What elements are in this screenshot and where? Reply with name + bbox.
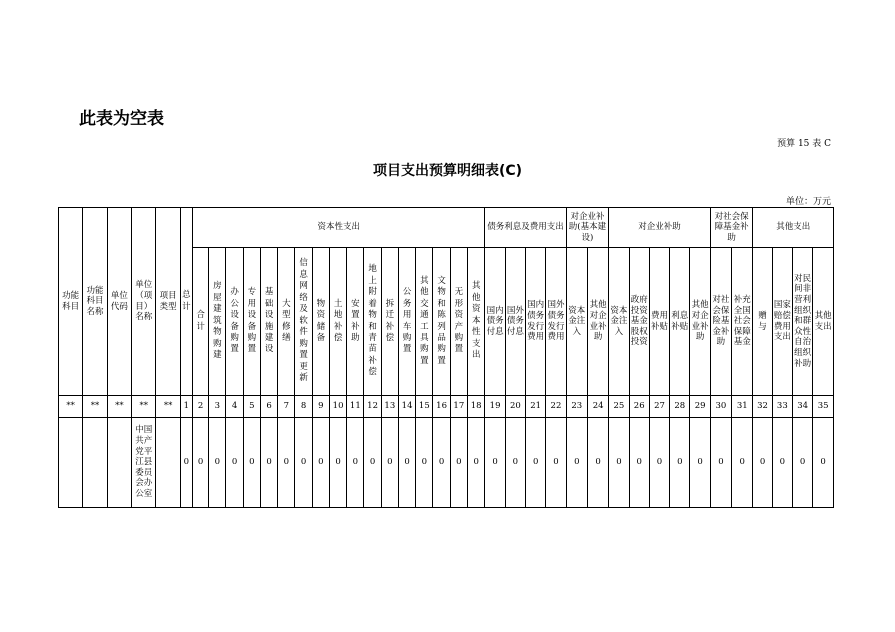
index-cell: 5 xyxy=(243,396,260,418)
cell-value: 0 xyxy=(546,418,566,508)
table-row xyxy=(59,418,834,508)
sub-header: 信息网络及软件购置更新 xyxy=(295,248,312,396)
index-cell: 8 xyxy=(295,396,312,418)
header-total: 总计 xyxy=(180,208,192,396)
cell-value: 0 xyxy=(792,418,812,508)
sub-header: 国外债务付息 xyxy=(505,248,525,396)
cell-value: 0 xyxy=(753,418,772,508)
empty-table-note: 此表为空表 xyxy=(79,109,164,129)
index-cell: ** xyxy=(59,396,83,418)
cell-value: 0 xyxy=(180,418,192,508)
index-cell: 33 xyxy=(772,396,792,418)
group-capital: 资本性支出 xyxy=(192,208,484,248)
cell-value: 0 xyxy=(347,418,364,508)
cell-unit-code xyxy=(107,418,131,508)
cell-project-type xyxy=(156,418,180,508)
index-cell: 11 xyxy=(347,396,364,418)
unit-label: 单位：万元 xyxy=(785,197,831,207)
group-enterprise-infra: 对企业补助(基本建设) xyxy=(566,208,609,248)
index-cell: 16 xyxy=(433,396,450,418)
index-cell: 35 xyxy=(813,396,834,418)
index-cell: 3 xyxy=(209,396,226,418)
sub-header: 房屋建筑物购建 xyxy=(209,248,226,396)
header-project-type: 项目类型 xyxy=(156,208,180,396)
cell-value: 0 xyxy=(566,418,587,508)
header-func-code: 功能科目 xyxy=(59,208,83,396)
cell-value: 0 xyxy=(467,418,484,508)
cell-value: 0 xyxy=(260,418,277,508)
index-cell: 2 xyxy=(192,396,208,418)
index-cell: 20 xyxy=(505,396,525,418)
cell-func-name xyxy=(83,418,107,508)
group-other: 其他支出 xyxy=(753,208,834,248)
sub-header: 其他支出 xyxy=(813,248,834,396)
index-cell: 30 xyxy=(710,396,731,418)
sub-header: 安置补助 xyxy=(347,248,364,396)
group-debt: 债务利息及费用支出 xyxy=(485,208,566,248)
sub-header: 大型修缮 xyxy=(278,248,295,396)
sub-header: 专用设备购置 xyxy=(243,248,260,396)
page-title: 项目支出预算明细表(C) xyxy=(372,163,523,179)
group-enterprise: 对企业补助 xyxy=(609,208,710,248)
index-cell: 7 xyxy=(278,396,295,418)
cell-value: 0 xyxy=(192,418,208,508)
sub-header: 国内债务发行费用 xyxy=(526,248,546,396)
sub-header: 基础设施建设 xyxy=(260,248,277,396)
cell-value: 0 xyxy=(670,418,690,508)
index-cell: 23 xyxy=(566,396,587,418)
sub-header: 补充全国社会保障基金 xyxy=(732,248,753,396)
sub-header: 其他对企业补助 xyxy=(587,248,608,396)
cell-value: 0 xyxy=(450,418,467,508)
sub-header: 对社会保险基金补助 xyxy=(710,248,731,396)
index-cell: ** xyxy=(107,396,131,418)
sub-header: 利息补贴 xyxy=(670,248,690,396)
cell-value: 0 xyxy=(295,418,312,508)
cell-value: 0 xyxy=(649,418,669,508)
cell-value: 0 xyxy=(278,418,295,508)
sub-header: 国内债务付息 xyxy=(485,248,505,396)
index-cell: 34 xyxy=(792,396,812,418)
header-unit-code: 单位代码 xyxy=(107,208,131,396)
index-cell: 28 xyxy=(670,396,690,418)
index-cell: 13 xyxy=(381,396,398,418)
cell-value: 0 xyxy=(312,418,329,508)
sub-header: 资本金注入 xyxy=(566,248,587,396)
sub-header: 国家赔偿费用支出 xyxy=(772,248,792,396)
cell-value: 0 xyxy=(364,418,381,508)
index-cell: 29 xyxy=(690,396,710,418)
index-cell: 14 xyxy=(398,396,415,418)
index-cell: 17 xyxy=(450,396,467,418)
index-cell: 4 xyxy=(226,396,243,418)
header-func-name: 功能科目名称 xyxy=(83,208,107,396)
sub-header: 土地补偿 xyxy=(329,248,346,396)
sub-header: 地上附着物和青苗补偿 xyxy=(364,248,381,396)
sub-header: 对民间非营利组织和群众性自治组织补助 xyxy=(792,248,812,396)
cell-value: 0 xyxy=(505,418,525,508)
index-cell: 15 xyxy=(416,396,433,418)
sub-header: 其他交通工具购置 xyxy=(416,248,433,396)
index-cell: 10 xyxy=(329,396,346,418)
sub-header: 其他对企业补助 xyxy=(690,248,710,396)
sub-header: 物资储备 xyxy=(312,248,329,396)
index-cell: ** xyxy=(156,396,180,418)
sub-header: 合计 xyxy=(192,248,208,396)
index-cell: 9 xyxy=(312,396,329,418)
index-cell: 27 xyxy=(649,396,669,418)
index-cell: 18 xyxy=(467,396,484,418)
header-unit-name: 单位（项目）名称 xyxy=(132,208,156,396)
form-number: 预算 15 表 C xyxy=(777,139,831,149)
sub-header: 办公设备购置 xyxy=(226,248,243,396)
cell-value: 0 xyxy=(772,418,792,508)
index-cell: 25 xyxy=(609,396,629,418)
sub-header: 赠与 xyxy=(753,248,772,396)
cell-value: 0 xyxy=(732,418,753,508)
index-cell: 19 xyxy=(485,396,505,418)
cell-value: 0 xyxy=(381,418,398,508)
index-cell: 22 xyxy=(546,396,566,418)
sub-header: 无形资产购置 xyxy=(450,248,467,396)
cell-value: 0 xyxy=(398,418,415,508)
sub-header: 其他资本性支出 xyxy=(467,248,484,396)
cell-value: 0 xyxy=(710,418,731,508)
sub-header: 公务用车购置 xyxy=(398,248,415,396)
sub-header: 文物和陈列品购置 xyxy=(433,248,450,396)
cell-value: 0 xyxy=(690,418,710,508)
cell-value: 0 xyxy=(329,418,346,508)
cell-value: 0 xyxy=(226,418,243,508)
sub-header: 政府投资基金股权投资 xyxy=(629,248,649,396)
sub-header: 国外债务发行费用 xyxy=(546,248,566,396)
index-cell: 32 xyxy=(753,396,772,418)
cell-value: 0 xyxy=(629,418,649,508)
index-cell: 12 xyxy=(364,396,381,418)
sub-header: 资本金注入 xyxy=(609,248,629,396)
cell-value: 0 xyxy=(813,418,834,508)
index-cell: 31 xyxy=(732,396,753,418)
index-cell: 6 xyxy=(260,396,277,418)
cell-value: 0 xyxy=(526,418,546,508)
sub-header: 拆迁补偿 xyxy=(381,248,398,396)
index-cell: ** xyxy=(83,396,107,418)
cell-value: 0 xyxy=(243,418,260,508)
sub-header: 费用补贴 xyxy=(649,248,669,396)
cell-value: 0 xyxy=(587,418,608,508)
cell-unit-name: 中国共产党平江县委员会办公室 xyxy=(132,418,156,508)
index-cell: 21 xyxy=(526,396,546,418)
group-social-security: 对社会保障基金补助 xyxy=(710,208,753,248)
cell-value: 0 xyxy=(416,418,433,508)
index-cell: 26 xyxy=(629,396,649,418)
index-cell: 24 xyxy=(587,396,608,418)
index-cell: ** xyxy=(132,396,156,418)
index-cell: 1 xyxy=(180,396,192,418)
cell-value: 0 xyxy=(209,418,226,508)
index-row xyxy=(59,396,834,418)
cell-func-code xyxy=(59,418,83,508)
budget-detail-table xyxy=(58,207,834,508)
cell-value: 0 xyxy=(609,418,629,508)
cell-value: 0 xyxy=(485,418,505,508)
cell-value: 0 xyxy=(433,418,450,508)
